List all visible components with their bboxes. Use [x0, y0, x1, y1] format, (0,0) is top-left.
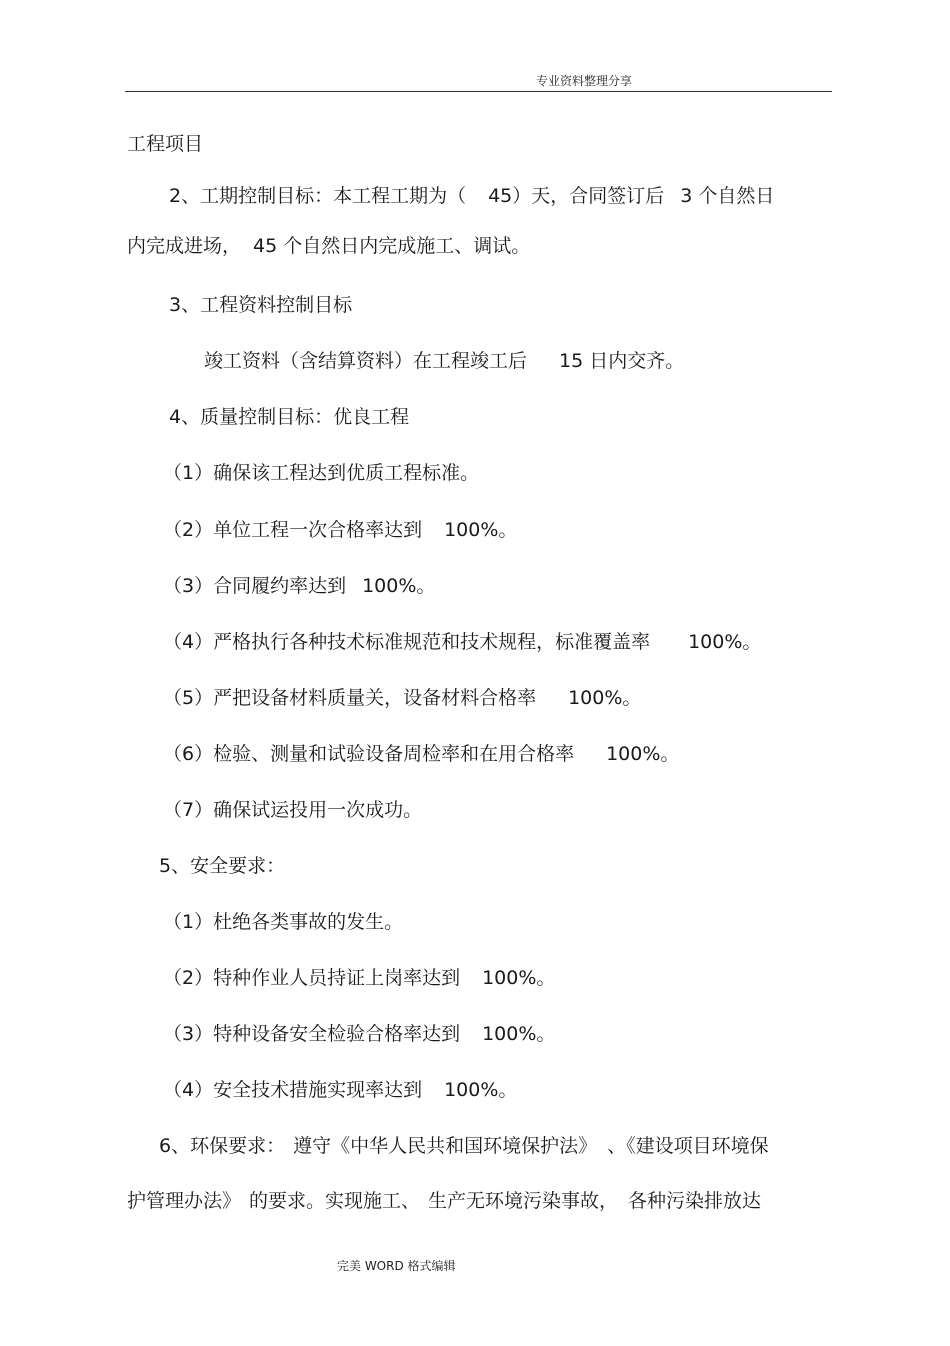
text-segment: （3）合同履约率达到 [163, 575, 347, 597]
text-segment: 2、工期控制目标：本工程工期为（ [169, 185, 467, 207]
header-divider [125, 91, 832, 92]
text-segment: （5）严把设备材料质量关，设备材料合格率 [163, 687, 537, 709]
text-segment: 100%。 [606, 743, 680, 765]
paragraph-line [127, 1188, 761, 1214]
text-segment: （4）安全技术措施实现率达到 [163, 1079, 423, 1101]
text-segment: 6、环保要求： [159, 1135, 286, 1157]
text-segment: 100%。 [362, 575, 436, 597]
text-segment: 5、安全要求： [159, 855, 286, 877]
text-segment: 工程项目 [127, 133, 204, 155]
paragraph-line [169, 183, 774, 209]
text-segment: （4）严格执行各种技术标准规范和技术规程，标准覆盖率 [163, 631, 651, 653]
section-heading [169, 404, 409, 430]
text-segment: （3）特种设备安全检验合格率达到 [163, 1023, 461, 1045]
text-segment: （6）检验、测量和试验设备周检率和在用合格率 [163, 743, 575, 765]
text-segment: 4、质量控制目标：优良工程 [169, 406, 410, 428]
paragraph-line [204, 348, 684, 374]
page-footer: 完美 WORD 格式编辑 [337, 1259, 456, 1273]
text-segment: 3、工程资料控制目标 [169, 294, 353, 316]
text-segment: （1）确保该工程达到优质工程标准。 [163, 462, 480, 484]
list-item [163, 1021, 555, 1047]
list-item [163, 517, 517, 543]
text-segment: 100%。 [444, 1079, 518, 1101]
text-segment: 3 个自然日 [680, 185, 775, 207]
text-segment: 竣工资料（含结算资料）在工程竣工后 [204, 350, 528, 372]
paragraph-line [159, 1133, 769, 1159]
section-heading [159, 853, 285, 879]
text-segment: 的要求。实现施工、 [249, 1190, 421, 1212]
text-segment: 45）天，合同签订后 [488, 185, 665, 207]
text-segment: 、《建设项目环境保 [607, 1135, 769, 1157]
list-item [163, 685, 641, 711]
list-item [163, 629, 761, 655]
text-segment: 100%。 [568, 687, 642, 709]
text-segment: （1）杜绝各类事故的发生。 [163, 911, 404, 933]
list-item [163, 1077, 517, 1103]
text-segment: 遵守《中华人民共和国环境保护法》 [293, 1135, 598, 1157]
text-segment: 各种污染排放达 [628, 1190, 762, 1212]
header-text: 专业资料整理分享 [536, 74, 633, 88]
text-segment: 护管理办法》 [127, 1190, 242, 1212]
text-segment: 15 日内交齐。 [559, 350, 685, 372]
paragraph-line [127, 233, 530, 259]
text-segment: （7）确保试运投用一次成功。 [163, 799, 423, 821]
section-heading [169, 292, 352, 318]
text-segment: （2）单位工程一次合格率达到 [163, 519, 423, 541]
text-segment: 生产无环境污染事故， [428, 1190, 619, 1212]
list-item [163, 797, 422, 823]
list-item [163, 909, 403, 935]
list-item [163, 965, 555, 991]
text-segment: 100%。 [688, 631, 762, 653]
paragraph-line [127, 131, 203, 157]
list-item [163, 460, 479, 486]
list-item [163, 741, 679, 767]
text-segment: 100%。 [482, 967, 556, 989]
text-segment: 100%。 [444, 519, 518, 541]
text-segment: 45 个自然日内完成施工、调试。 [253, 235, 531, 257]
text-segment: 内完成进场， [127, 235, 242, 257]
text-segment: 100%。 [482, 1023, 556, 1045]
list-item [163, 573, 435, 599]
text-segment: （2）特种作业人员持证上岗率达到 [163, 967, 461, 989]
